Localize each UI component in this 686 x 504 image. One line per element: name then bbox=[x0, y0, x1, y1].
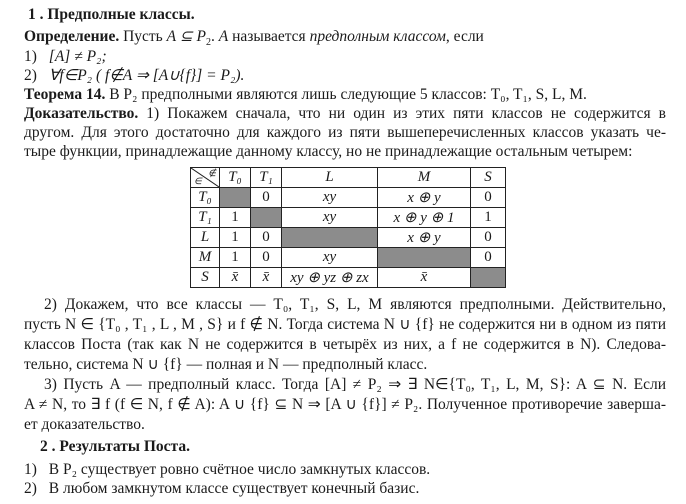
condition-2-num: 2) bbox=[24, 67, 37, 84]
row-header-t0: T₀ bbox=[191, 188, 220, 208]
part-2-line-1: 2) Докажем, что все классы — T₀, T₁, S, L, M являются предполными. Действительно, bbox=[44, 296, 666, 313]
definition-text-a: Пусть bbox=[119, 28, 167, 45]
proof-line-1-text: 1) Покажем сначала, что ни один из этих пяти классов не содержится в bbox=[138, 105, 666, 122]
table-cell: x̄ bbox=[378, 268, 471, 288]
definition-term: предполным классом bbox=[309, 28, 446, 45]
table-cell: 0 bbox=[251, 248, 282, 268]
definition-text-d: A bbox=[218, 28, 229, 45]
part-2-line-3: классов Поста (так как N не содержится в четырёх из них, а f не содержится в N). Следова- bbox=[24, 336, 666, 353]
definition-text-f: , если bbox=[445, 28, 484, 45]
col-header-t0: T₀ bbox=[220, 168, 251, 188]
table-row bbox=[191, 188, 506, 208]
definition-text-c: . bbox=[211, 28, 219, 45]
condition-2 bbox=[24, 66, 244, 85]
theorem-line bbox=[24, 85, 587, 104]
definition-text-b: A ⊆ P bbox=[166, 28, 207, 45]
table-cell: x̄ bbox=[251, 268, 282, 288]
row-header-t1: T₁ bbox=[191, 208, 220, 228]
table-row bbox=[191, 228, 506, 248]
table-cell: 0 bbox=[471, 188, 506, 208]
proof-line-2: другом. Для этого достаточно для каждого из пяти вышеперечисленных классов указать че- bbox=[24, 124, 666, 141]
result-item-1-num: 1) bbox=[24, 461, 37, 478]
definition-label: Определение. bbox=[24, 28, 120, 45]
proof-label: Доказательство. bbox=[24, 105, 139, 122]
table-row bbox=[191, 248, 506, 268]
table-cell: 1 bbox=[220, 208, 251, 228]
table-cell-diagonal bbox=[378, 248, 471, 268]
result-item-2-text: В любом замкнутом классе существует конечный базис. bbox=[48, 480, 420, 497]
table-cell: xy bbox=[282, 208, 378, 228]
result-item-1 bbox=[24, 460, 430, 479]
part-3-line-2: A ≠ N, то ∃ f (f ∈ N, f ∉ A): A ∪ {f} ⊆ N ⇒ [A ∪ {f}] ≠ P₂. Полученное противоречие заверша- bbox=[24, 396, 666, 413]
table-cell: x ⊕ y ⊕ 1 bbox=[378, 208, 471, 228]
row-header-s: S bbox=[191, 268, 220, 288]
theorem-text: В P₂ предполными являются лишь следующие 5 классов: T₀, T₁, S, L, M. bbox=[105, 86, 587, 103]
row-header-l: L bbox=[191, 228, 220, 248]
condition-1-text: [A] ≠ P₂; bbox=[48, 48, 107, 65]
table-row bbox=[191, 268, 506, 288]
table-cell-diagonal bbox=[282, 228, 378, 248]
table-cell: 0 bbox=[471, 228, 506, 248]
table-cell: 0 bbox=[251, 188, 282, 208]
table-cell-diagonal bbox=[251, 208, 282, 228]
table-cell-diagonal bbox=[220, 188, 251, 208]
proof-line-3: тыре функции, принадлежащие данному классу, но не принадлежащие остальным четырем: bbox=[24, 143, 633, 160]
table-cell: x̄ bbox=[220, 268, 251, 288]
table-cell: 1 bbox=[220, 248, 251, 268]
table-corner bbox=[191, 168, 220, 188]
part-2-line-2: пусть N ∈ {T₀ , T₁ , L , M , S} и f ∉ N. Тогда система N ∪ {f} не содержится ни в одном из пяти bbox=[24, 316, 666, 333]
table-cell: xy bbox=[282, 248, 378, 268]
table-cell: xy bbox=[282, 188, 378, 208]
result-item-2-num: 2) bbox=[24, 480, 37, 497]
corner-in: ∈ bbox=[194, 176, 202, 186]
condition-1-num: 1) bbox=[24, 48, 37, 65]
corner-not-in: ∉ bbox=[208, 168, 216, 178]
part-3-line-1: 3) Пусть A — предполный класс. Тогда [A] ≠ P₂ ⇒ ∃ N∈{T₀, T₁, L, M, S}: A ⊆ N. Если bbox=[44, 376, 666, 393]
proof-line-1 bbox=[24, 104, 666, 123]
part-2-line-4: тельно, система N ∪ {f} — полная и N — предполный класс. bbox=[24, 356, 428, 373]
theorem-label: Теорема 14. bbox=[24, 86, 106, 103]
condition-1 bbox=[24, 47, 107, 66]
table-cell: 0 bbox=[251, 228, 282, 248]
result-item-1-text: В P₂ существует ровно счётное число замкнутых классов. bbox=[48, 461, 431, 478]
result-item-2 bbox=[24, 479, 419, 498]
table-cell: 1 bbox=[471, 208, 506, 228]
part-3-line-3: ет доказательство. bbox=[24, 416, 145, 433]
table-cell: xy ⊕ yz ⊕ zx bbox=[282, 268, 378, 288]
table-cell: 0 bbox=[471, 248, 506, 268]
table-cell: x ⊕ y bbox=[378, 188, 471, 208]
row-header-m: M bbox=[191, 248, 220, 268]
col-header-l: L bbox=[282, 168, 378, 188]
section-1-title: 1 . Предполные классы. bbox=[28, 6, 195, 23]
definition-text-e: называется bbox=[228, 28, 310, 45]
class-membership-table bbox=[190, 167, 506, 288]
table-row bbox=[191, 208, 506, 228]
table-cell-diagonal bbox=[471, 268, 506, 288]
col-header-s: S bbox=[471, 168, 506, 188]
condition-2-text: ∀f∈P₂ ( f∉A ⇒ [A∪{f}] = P₂). bbox=[48, 67, 245, 84]
definition-sub: 2 bbox=[206, 37, 212, 49]
table-cell: 1 bbox=[220, 228, 251, 248]
col-header-m: M bbox=[378, 168, 471, 188]
table-cell: x ⊕ y bbox=[378, 228, 471, 248]
col-header-t1: T₁ bbox=[251, 168, 282, 188]
section-2-title: 2 . Результаты Поста. bbox=[40, 438, 190, 455]
